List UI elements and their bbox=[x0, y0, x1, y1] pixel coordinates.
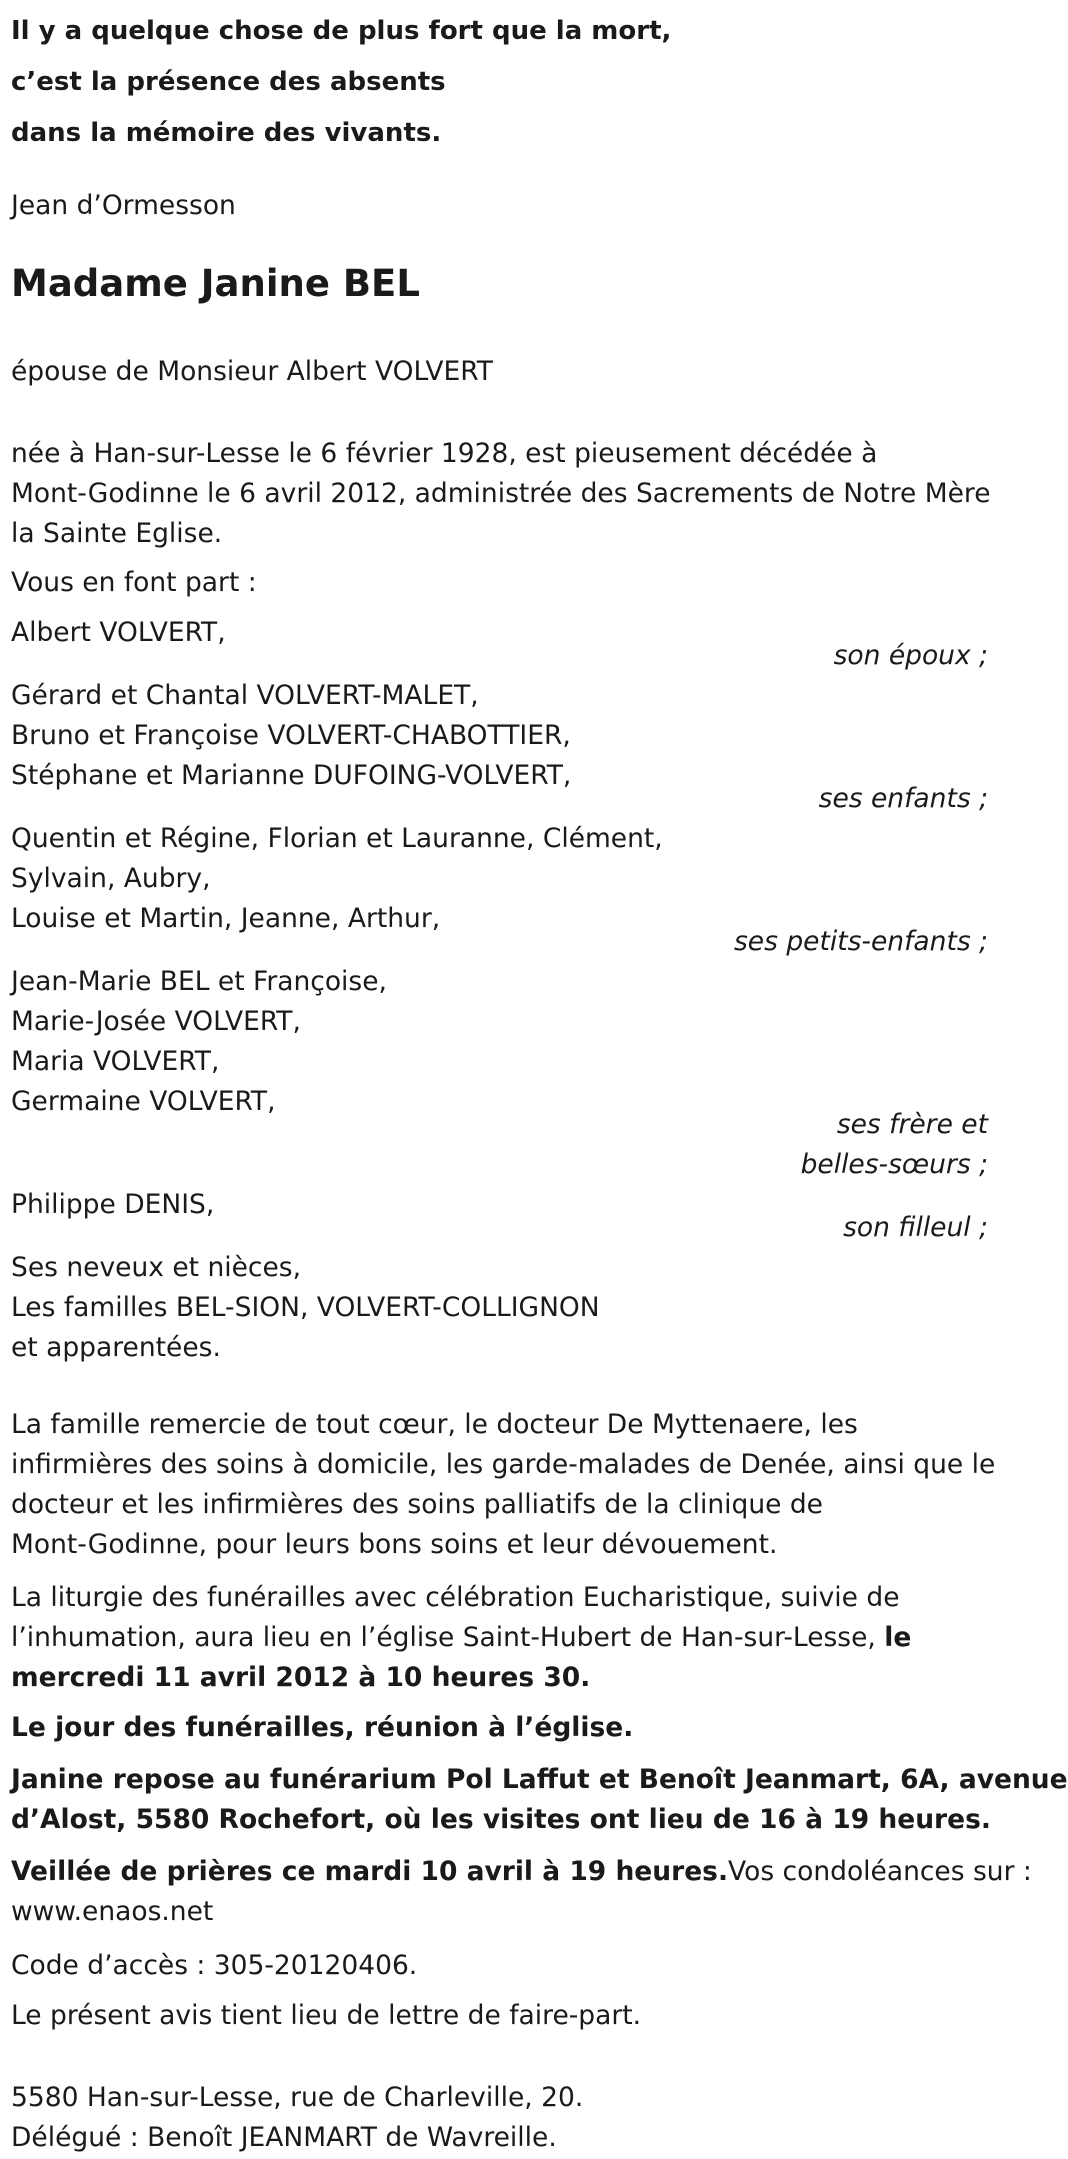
liturgy-line: La liturgie des funérailles avec célébration Eucharistique, suivie de bbox=[11, 1582, 900, 1613]
family-name: Marie-Josée VOLVERT, bbox=[11, 1006, 301, 1037]
family-name: Bruno et Françoise VOLVERT-CHABOTTIER, bbox=[11, 720, 571, 751]
quote-line: Il y a quelque chose de plus fort que la mort, bbox=[11, 16, 672, 46]
family-relation: son filleul ; bbox=[843, 1212, 988, 1243]
family-relation bbox=[801, 1105, 988, 1185]
spouse-line: épouse de Monsieur Albert VOLVERT bbox=[11, 356, 493, 387]
condolences-text: Vos condoléances sur : bbox=[728, 1856, 1032, 1887]
family-name: Jean-Marie BEL et Françoise, bbox=[11, 966, 387, 997]
notice-line: Le présent avis tient lieu de lettre de faire-part. bbox=[11, 2000, 642, 2031]
biography bbox=[11, 434, 991, 554]
family-name: Germaine VOLVERT, bbox=[11, 1086, 276, 1117]
quote bbox=[11, 6, 671, 159]
access-code: Code d’accès : 305-20120406. bbox=[11, 1950, 418, 1981]
family-relation: son époux ; bbox=[833, 640, 988, 671]
family-group bbox=[11, 676, 571, 796]
liturgy-paragraph bbox=[11, 1578, 911, 1698]
family-relation: ses petits-enfants ; bbox=[734, 926, 988, 957]
family-name: Quentin et Régine, Florian et Lauranne, Clément, bbox=[11, 823, 663, 854]
relation-line: ses frère et bbox=[836, 1109, 988, 1140]
family-name: Albert VOLVERT, bbox=[11, 617, 226, 648]
funerarium-line: d’Alost, 5580 Rochefort, où les visites ont lieu de 16 à 19 heures. bbox=[11, 1804, 991, 1835]
family-group bbox=[11, 819, 663, 939]
liturgy-date-start: le bbox=[884, 1622, 912, 1653]
family-name: Maria VOLVERT, bbox=[11, 1046, 220, 1077]
deceased-name: Madame Janine BEL bbox=[11, 262, 420, 305]
delegate-line: Délégué : Benoît JEANMART de Wavreille. bbox=[11, 2122, 557, 2153]
family-relation: ses enfants ; bbox=[818, 783, 988, 814]
family-name: Stéphane et Marianne DUFOING-VOLVERT, bbox=[11, 760, 572, 791]
quote-line: dans la mémoire des vivants. bbox=[11, 118, 442, 148]
bio-line: née à Han-sur-Lesse le 6 février 1928, est pieusement décédée à bbox=[11, 438, 878, 469]
thanks-line: docteur et les infirmières des soins palliatifs de la clinique de bbox=[11, 1489, 823, 1520]
liturgy-text: l’inhumation, aura lieu en l’église Saint-Hubert de Han-sur-Lesse, bbox=[11, 1622, 885, 1653]
relatives-line: et apparentées. bbox=[11, 1332, 221, 1363]
funerarium-line: Janine repose au funérarium Pol Laffut et Benoît Jeanmart, 6A, avenue bbox=[11, 1764, 1068, 1795]
website-link[interactable]: www.enaos.net bbox=[11, 1896, 214, 1927]
liturgy-date: mercredi 11 avril 2012 à 10 heures 30. bbox=[11, 1662, 591, 1693]
relatives-line: Les familles BEL-SION, VOLVERT-COLLIGNON bbox=[11, 1292, 600, 1323]
announce-line: Vous en font part : bbox=[11, 567, 257, 598]
address-line: 5580 Han-sur-Lesse, rue de Charleville, 20. bbox=[11, 2082, 584, 2113]
quote-line: c’est la présence des absents bbox=[11, 67, 446, 97]
quote-author: Jean d’Ormesson bbox=[11, 190, 236, 221]
thanks-paragraph bbox=[11, 1405, 995, 1565]
bio-line: Mont-Godinne le 6 avril 2012, administrée des Sacrements de Notre Mère bbox=[11, 478, 991, 509]
liturgy-line bbox=[11, 1618, 911, 1658]
funerarium-paragraph bbox=[11, 1760, 1068, 1840]
bio-line: la Sainte Eglise. bbox=[11, 518, 223, 549]
other-relatives bbox=[11, 1248, 600, 1368]
vigil-paragraph bbox=[11, 1852, 1032, 1932]
relation-line: belles-sœurs ; bbox=[800, 1149, 988, 1180]
thanks-line: La famille remercie de tout cœur, le docteur De Myttenaere, les bbox=[11, 1409, 858, 1440]
family-name: Gérard et Chantal VOLVERT-MALET, bbox=[11, 680, 479, 711]
vigil-text: Veillée de prières ce mardi 10 avril à 19 heures. bbox=[11, 1856, 729, 1887]
thanks-line: Mont-Godinne, pour leurs bons soins et leur dévouement. bbox=[11, 1529, 778, 1560]
family-group bbox=[11, 962, 387, 1122]
thanks-line: infirmières des soins à domicile, les garde-malades de Denée, ainsi que le bbox=[11, 1449, 996, 1480]
gathering-line: Le jour des funérailles, réunion à l’église. bbox=[11, 1712, 634, 1743]
family-name: Sylvain, Aubry, bbox=[11, 863, 211, 894]
family-name: Louise et Martin, Jeanne, Arthur, bbox=[11, 903, 441, 934]
family-name: Philippe DENIS, bbox=[11, 1189, 215, 1220]
relatives-line: Ses neveux et nièces, bbox=[11, 1252, 302, 1283]
